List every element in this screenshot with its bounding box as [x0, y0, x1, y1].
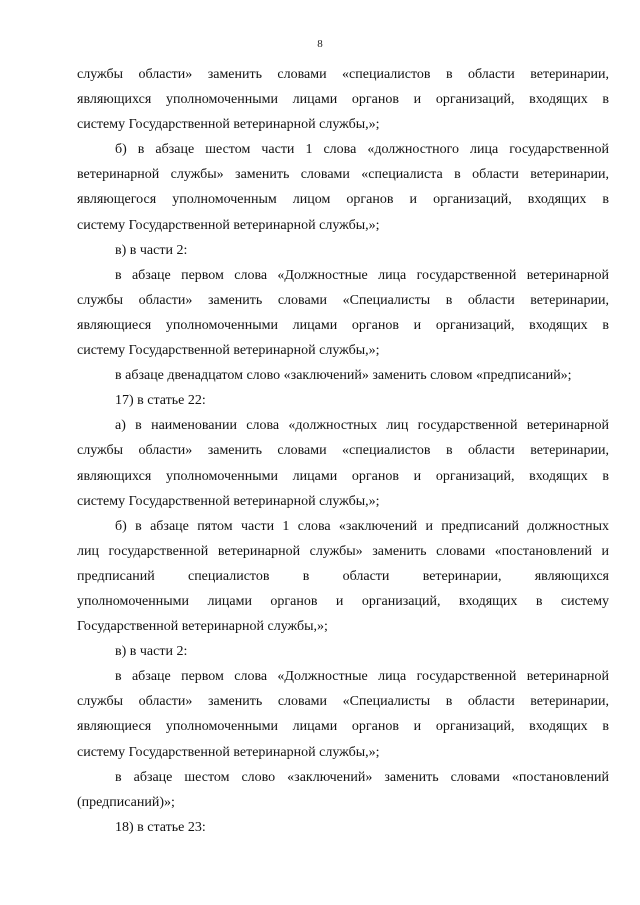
text-line: 17) в статье 22: — [115, 393, 206, 409]
text-line: систему Государственной ветеринарной службы,»; — [77, 117, 380, 133]
document-body — [77, 62, 609, 840]
text-line: предписаний специалистов в области ветеринарии, являющихся — [77, 568, 609, 584]
text-line: в) в части 2: — [115, 644, 188, 660]
text-line: в абзаце первом слова «Должностные лица государственной ветеринарной — [115, 267, 609, 283]
text-line: службы области» заменить словами «Специалисты в области ветеринарии, — [77, 292, 609, 308]
text-line: в абзаце первом слова «Должностные лица государственной ветеринарной — [115, 669, 609, 685]
text-line: б) в абзаце пятом части 1 слова «заключений и предписаний должностных — [115, 518, 609, 534]
text-line: систему Государственной ветеринарной службы,»; — [77, 217, 380, 233]
text-line: 18) в статье 23: — [115, 819, 206, 835]
text-line: службы области» заменить словами «специалистов в области ветеринарии, — [77, 443, 609, 459]
text-line: являющихся уполномоченными лицами органов и организаций, входящих в — [77, 92, 609, 108]
text-line: службы области» заменить словами «специалистов в области ветеринарии, — [77, 67, 609, 82]
text-line: в абзаце шестом слово «заключений» заменить словами «постановлений — [115, 769, 609, 785]
text-line: а) в наименовании слова «должностных лиц государственной ветеринарной — [115, 418, 609, 434]
text-line: ветеринарной службы» заменить словами «специалиста в области ветеринарии, — [77, 167, 609, 183]
text-line: являющегося уполномоченным лицом органов и организаций, входящих в — [77, 192, 609, 208]
text-line: в) в части 2: — [115, 242, 188, 258]
text-line: являющихся уполномоченными лицами органов и организаций, входящих в — [77, 468, 609, 484]
page-number: 8 — [317, 38, 323, 50]
text-line: Государственной ветеринарной службы,»; — [77, 619, 328, 635]
text-line: в абзаце двенадцатом слово «заключений» заменить словом «предписаний»; — [115, 368, 572, 384]
text-line: (предписаний)»; — [77, 794, 175, 810]
text-line: службы области» заменить словами «Специалисты в области ветеринарии, — [77, 694, 609, 710]
text-line: систему Государственной ветеринарной службы,»; — [77, 493, 380, 509]
text-line: лиц государственной ветеринарной службы» заменить словами «постановлений и — [77, 543, 609, 559]
text-line: уполномоченными лицами органов и организаций, входящих в систему — [77, 593, 609, 609]
text-line: систему Государственной ветеринарной службы,»; — [77, 343, 380, 359]
text-line: б) в абзаце шестом части 1 слова «должностного лица государственной — [115, 142, 609, 158]
text-line: являющиеся уполномоченными лицами органов и организаций, входящих в — [77, 719, 609, 735]
text-line: систему Государственной ветеринарной службы,»; — [77, 744, 380, 760]
text-line: являющиеся уполномоченными лицами органов и организаций, входящих в — [77, 317, 609, 333]
